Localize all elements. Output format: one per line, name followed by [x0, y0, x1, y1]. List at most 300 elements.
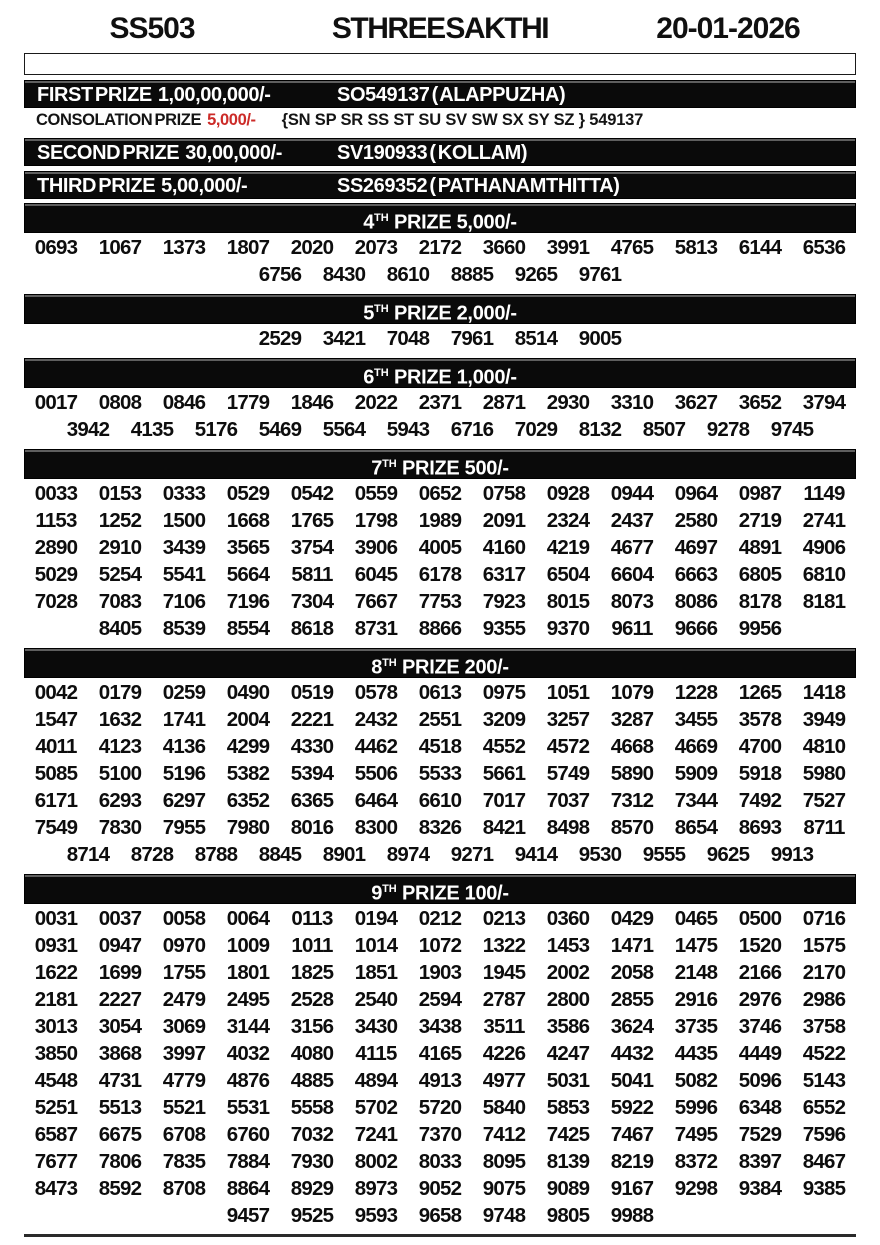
prize-number: 9593 [354, 1204, 398, 1227]
prize-number: 9355 [482, 617, 526, 640]
prize-number: 4765 [610, 236, 654, 259]
prize-amount: 1,00,00,000/- [157, 84, 271, 106]
prize-number: 7527 [802, 789, 846, 812]
prize-number: 7425 [546, 1123, 590, 1146]
prize-number: 5664 [226, 563, 270, 586]
bottom-rule [24, 1234, 856, 1237]
prize-number: 6045 [354, 563, 398, 586]
prize-number: 2495 [226, 988, 270, 1011]
prize-number: 6348 [738, 1096, 782, 1119]
prize-row-first-prize [24, 80, 856, 108]
prize-row-consolation-prize [24, 108, 856, 133]
prize-number: 0212 [418, 907, 462, 930]
prize-number: 2930 [546, 391, 590, 414]
prize-number: 1520 [738, 934, 782, 957]
prize-number: 4891 [738, 536, 782, 559]
prize-number: 9525 [290, 1204, 334, 1227]
prize-number: 9658 [418, 1204, 462, 1227]
prize-number: 0360 [546, 907, 590, 930]
section-header-5th-prize [24, 294, 856, 324]
prize-number: 8973 [354, 1177, 398, 1200]
prize-number: 6716 [450, 418, 494, 441]
prize-number: 1418 [802, 681, 846, 704]
prize-number: 2004 [226, 708, 270, 731]
prize-number: 0529 [226, 482, 270, 505]
prize-number: 5082 [674, 1069, 718, 1092]
prize-label: CONSOLATION PRIZE [36, 111, 202, 129]
prize-number: 1807 [226, 236, 270, 259]
prize-number: 5096 [738, 1069, 782, 1092]
prize-number: 3421 [322, 327, 366, 350]
prize-number: 5558 [290, 1096, 334, 1119]
prize-number: 9988 [610, 1204, 654, 1227]
prize-number: 5564 [322, 418, 366, 441]
prize-number: 2910 [98, 536, 142, 559]
prize-number: 2580 [674, 509, 718, 532]
prize-number: 1945 [482, 961, 526, 984]
prize-number: 6171 [34, 789, 78, 812]
prize-number: 3455 [674, 708, 718, 731]
draw-code: SS503 [109, 12, 195, 45]
prize-number: 5513 [98, 1096, 142, 1119]
prize-numbers-grid-5th [24, 324, 856, 354]
prize-number: 5813 [674, 236, 718, 259]
prize-number: 7677 [34, 1150, 78, 1173]
prize-number: 4226 [482, 1042, 526, 1065]
prize-number: 2221 [290, 708, 334, 731]
prize-number: 4219 [546, 536, 590, 559]
prize-number: 8570 [610, 816, 654, 839]
prize-number: 0519 [290, 681, 334, 704]
prize-number: 6552 [802, 1096, 846, 1119]
top-prizes-list [24, 80, 856, 199]
prize-number: 6464 [354, 789, 398, 812]
prize-number: 2091 [482, 509, 526, 532]
prize-number: 8219 [610, 1150, 654, 1173]
prize-number: 2916 [674, 988, 718, 1011]
prize-number: 8139 [546, 1150, 590, 1173]
prize-number: 8073 [610, 590, 654, 613]
prize-number: 1547 [34, 708, 78, 731]
prize-label: THIRD PRIZE [37, 175, 156, 197]
section-title-rest: PRIZE 100/- [396, 882, 509, 905]
prize-number: 8033 [418, 1150, 462, 1173]
prize-number: 2324 [546, 509, 590, 532]
prize-number: 0542 [290, 482, 334, 505]
prize-numbers-grid-7th [24, 479, 856, 644]
prize-number: 1801 [226, 961, 270, 984]
prize-winning-number: SV190933 ( KOLLAM) [337, 142, 528, 164]
prize-number: 8864 [226, 1177, 270, 1200]
section-ordinal-suffix: TH [382, 657, 397, 669]
prize-number: 2022 [354, 391, 398, 414]
prize-number: 8866 [418, 617, 462, 640]
prize-number: 1051 [546, 681, 590, 704]
prize-number: 0113 [291, 907, 333, 930]
prize-number: 2181 [34, 988, 78, 1011]
prize-number: 9298 [674, 1177, 718, 1200]
prize-number: 4668 [610, 735, 654, 758]
prize-number: 3746 [738, 1015, 782, 1038]
prize-number: 8929 [290, 1177, 334, 1200]
prize-number: 7923 [482, 590, 526, 613]
prize-numbers-grid-9th [24, 904, 856, 1231]
prize-number: 9075 [482, 1177, 526, 1200]
prize-number: 7083 [98, 590, 142, 613]
prize-number: 5382 [226, 762, 270, 785]
section-title-rest: PRIZE 5,000/- [388, 211, 517, 234]
prize-numbers-grid-8th [24, 678, 856, 870]
prize-number: 9265 [514, 263, 558, 286]
prize-number: 5749 [546, 762, 590, 785]
prize-number: 9956 [738, 617, 782, 640]
prize-number: 2166 [738, 961, 782, 984]
prize-number: 7930 [290, 1150, 334, 1173]
prize-number: 9611 [611, 617, 653, 640]
prize-amount: 5,00,000/- [161, 175, 248, 197]
prize-number: 3156 [290, 1015, 334, 1038]
prize-number: 8554 [226, 617, 270, 640]
prize-number: 3991 [546, 236, 590, 259]
prize-number: 9805 [546, 1204, 590, 1227]
prize-number: 8132 [578, 418, 622, 441]
prize-number: 4449 [738, 1042, 782, 1065]
prize-number: 9761 [578, 263, 622, 286]
prize-number: 5100 [98, 762, 142, 785]
prize-number: 8654 [674, 816, 718, 839]
prize-number: 8430 [322, 263, 366, 286]
prize-number: 2529 [258, 327, 302, 350]
prize-number: 4299 [226, 735, 270, 758]
prize-number: 3660 [482, 236, 526, 259]
prize-number: 1825 [290, 961, 334, 984]
prize-winning-number: {SN SP SR SS ST SU SV SW SX SY SZ } 549137 [281, 111, 644, 129]
prize-number: 0194 [354, 907, 398, 930]
prize-number: 1765 [290, 509, 334, 532]
prize-number: 4522 [802, 1042, 846, 1065]
prize-number: 8974 [386, 843, 430, 866]
prize-number: 2855 [610, 988, 654, 1011]
prize-number: 1668 [226, 509, 270, 532]
prize-number: 3069 [162, 1015, 206, 1038]
prize-number: 2148 [674, 961, 718, 984]
prize-number: 8086 [674, 590, 718, 613]
prize-number: 1471 [610, 934, 654, 957]
prize-number: 6708 [162, 1123, 206, 1146]
prize-number: 3850 [34, 1042, 78, 1065]
prize-number: 1014 [354, 934, 398, 957]
prize-number: 2002 [546, 961, 590, 984]
prize-number: 2976 [738, 988, 782, 1011]
prize-number: 1153 [35, 509, 77, 532]
prize-number: 5943 [386, 418, 430, 441]
prize-number: 8901 [322, 843, 366, 866]
prize-number: 2528 [290, 988, 334, 1011]
section-header-6th-prize [24, 358, 856, 388]
prize-number: 6805 [738, 563, 782, 586]
section-header-4th-prize [24, 203, 856, 233]
prize-number: 0808 [98, 391, 142, 414]
prize-number: 8015 [546, 590, 590, 613]
prize-number: 3430 [354, 1015, 398, 1038]
prize-label: SECOND PRIZE [37, 142, 180, 164]
prize-number: 6604 [610, 563, 654, 586]
prize-number: 2800 [546, 988, 590, 1011]
prize-number: 6144 [738, 236, 782, 259]
prize-number: 1798 [354, 509, 398, 532]
prize-number: 2787 [482, 988, 526, 1011]
prize-number: 8731 [354, 617, 398, 640]
prize-number: 0931 [34, 934, 78, 957]
prize-number: 9555 [642, 843, 686, 866]
prize-number: 5811 [291, 563, 333, 586]
prize-number: 0964 [674, 482, 718, 505]
prize-number: 7032 [290, 1123, 334, 1146]
prize-number: 0846 [162, 391, 206, 414]
prize-number: 4011 [35, 735, 77, 758]
prize-number: 0693 [34, 236, 78, 259]
prize-number: 9370 [546, 617, 590, 640]
prize-number: 3287 [610, 708, 654, 731]
prize-number: 1079 [610, 681, 654, 704]
prize-number: 9052 [418, 1177, 462, 1200]
section-title-rest: PRIZE 200/- [396, 656, 509, 679]
prize-number: 1373 [162, 236, 206, 259]
prize-number: 0947 [98, 934, 142, 957]
prize-number: 0064 [226, 907, 270, 930]
prize-number: 7029 [514, 418, 558, 441]
prize-number: 7312 [610, 789, 654, 812]
prize-number: 4518 [418, 735, 462, 758]
prize-number: 5521 [162, 1096, 206, 1119]
prize-number: 6536 [802, 236, 846, 259]
prize-number: 0490 [226, 681, 270, 704]
prize-number: 3794 [802, 391, 846, 414]
prize-number: 8845 [258, 843, 302, 866]
section-header-7th-prize [24, 449, 856, 479]
prize-number: 7529 [738, 1123, 782, 1146]
prize-number: 3949 [802, 708, 846, 731]
prize-number: 1903 [418, 961, 462, 984]
prize-number: 3942 [66, 418, 110, 441]
prize-number: 5840 [482, 1096, 526, 1119]
prize-number: 4136 [162, 735, 206, 758]
prize-number: 5918 [738, 762, 782, 785]
prize-number: 7370 [418, 1123, 462, 1146]
prize-number: 8711 [803, 816, 845, 839]
prize-number: 9384 [738, 1177, 782, 1200]
prize-number: 7884 [226, 1150, 270, 1173]
prize-number: 0033 [34, 482, 78, 505]
prize-number: 0259 [162, 681, 206, 704]
prize-number: 5029 [34, 563, 78, 586]
prize-number: 0042 [34, 681, 78, 704]
prize-number: 4330 [290, 735, 334, 758]
prize-number: 4080 [290, 1042, 334, 1065]
prize-number: 4913 [418, 1069, 462, 1092]
prize-number: 5980 [802, 762, 846, 785]
prize-number: 9530 [578, 843, 622, 866]
prize-number: 4462 [354, 735, 398, 758]
prize-number: 8514 [514, 327, 558, 350]
prize-number: 0928 [546, 482, 590, 505]
prize-number: 7955 [162, 816, 206, 839]
prize-number: 5143 [802, 1069, 846, 1092]
prize-number: 6317 [482, 563, 526, 586]
prize-number: 2551 [418, 708, 462, 731]
prize-number: 0153 [98, 482, 142, 505]
section-ordinal: 5 [363, 302, 375, 325]
prize-number: 5890 [610, 762, 654, 785]
prize-number: 3586 [546, 1015, 590, 1038]
prize-number: 5254 [98, 563, 142, 586]
prize-number: 0975 [482, 681, 526, 704]
prize-number: 0970 [162, 934, 206, 957]
prize-number: 5720 [418, 1096, 462, 1119]
prize-number: 4700 [738, 735, 782, 758]
prize-number: 0652 [418, 482, 462, 505]
section-ordinal-suffix: TH [374, 367, 389, 379]
prize-number: 5922 [610, 1096, 654, 1119]
prize-number: 5469 [258, 418, 302, 441]
prize-number: 7753 [418, 590, 462, 613]
prize-number: 0578 [354, 681, 398, 704]
prize-number: 3627 [674, 391, 718, 414]
prize-number: 3758 [802, 1015, 846, 1038]
prize-number: 0758 [482, 482, 526, 505]
prize-number: 9666 [674, 617, 718, 640]
section-header-9th-prize [24, 874, 856, 904]
prize-number: 3310 [610, 391, 654, 414]
prize-number: 8788 [194, 843, 238, 866]
prize-number: 8300 [354, 816, 398, 839]
prize-number: 6293 [98, 789, 142, 812]
prize-number: 9005 [578, 327, 622, 350]
section-ordinal: 9 [371, 882, 383, 905]
prize-number: 0465 [674, 907, 718, 930]
prize-number: 2227 [98, 988, 142, 1011]
prize-label: FIRST PRIZE [37, 84, 152, 106]
prize-number: 4115 [355, 1042, 397, 1065]
prize-sections-list [24, 203, 856, 1231]
prize-number: 2479 [162, 988, 206, 1011]
prize-number: 7980 [226, 816, 270, 839]
prize-number: 4432 [610, 1042, 654, 1065]
prize-number: 5394 [290, 762, 334, 785]
prize-number: 5996 [674, 1096, 718, 1119]
prize-number: 4697 [674, 536, 718, 559]
prize-number: 8473 [34, 1177, 78, 1200]
prize-number: 8539 [162, 617, 206, 640]
lottery-title: STHREE SAKTHI [331, 12, 549, 45]
prize-number: 4669 [674, 735, 718, 758]
prize-number: 6365 [290, 789, 334, 812]
prize-number: 7830 [98, 816, 142, 839]
prize-number: 8372 [674, 1150, 718, 1173]
section-header-8th-prize [24, 648, 856, 678]
prize-number: 1846 [290, 391, 334, 414]
prize-number: 2871 [482, 391, 526, 414]
prize-number: 2432 [354, 708, 398, 731]
prize-number: 4135 [130, 418, 174, 441]
prize-number: 8728 [130, 843, 174, 866]
prize-number: 8618 [290, 617, 334, 640]
prize-number: 2986 [802, 988, 846, 1011]
prize-number: 8016 [290, 816, 334, 839]
prize-number: 5541 [162, 563, 206, 586]
prize-number: 0429 [610, 907, 654, 930]
prize-number: 4123 [98, 735, 142, 758]
prize-number: 3652 [738, 391, 782, 414]
prize-number: 4548 [34, 1069, 78, 1092]
prize-number: 4032 [226, 1042, 270, 1065]
prize-number: 4572 [546, 735, 590, 758]
prize-number: 7304 [290, 590, 334, 613]
prize-number: 0987 [738, 482, 782, 505]
prize-number: 6810 [802, 563, 846, 586]
prize-number: 7492 [738, 789, 782, 812]
prize-number: 6675 [98, 1123, 142, 1146]
prize-number: 0559 [354, 482, 398, 505]
prize-number: 6297 [162, 789, 206, 812]
prize-number: 4906 [802, 536, 846, 559]
prize-number: 6178 [418, 563, 462, 586]
prize-number: 9913 [770, 843, 814, 866]
prize-number: 3565 [226, 536, 270, 559]
prize-number: 1741 [162, 708, 206, 731]
prize-number: 4160 [482, 536, 526, 559]
prize-number: 2371 [418, 391, 462, 414]
prize-number: 7549 [34, 816, 78, 839]
prize-number: 4977 [482, 1069, 526, 1092]
prize-number: 8421 [482, 816, 526, 839]
prize-number: 1149 [803, 482, 845, 505]
prize-number: 1011 [291, 934, 333, 957]
prize-number: 3257 [546, 708, 590, 731]
prize-number: 7667 [354, 590, 398, 613]
header-empty-box [24, 53, 856, 75]
prize-number: 7344 [674, 789, 718, 812]
section-ordinal: 8 [371, 656, 383, 679]
prize-number: 7028 [34, 590, 78, 613]
prize-number: 8405 [98, 617, 142, 640]
prize-number: 7241 [354, 1123, 398, 1146]
prize-number: 0213 [482, 907, 526, 930]
prize-number: 8498 [546, 816, 590, 839]
prize-number: 9167 [610, 1177, 654, 1200]
prize-number: 1622 [34, 961, 78, 984]
prize-row-third-prize [24, 171, 856, 199]
prize-number: 3013 [34, 1015, 78, 1038]
prize-number: 4165 [418, 1042, 462, 1065]
prize-number: 7037 [546, 789, 590, 812]
prize-number: 6352 [226, 789, 270, 812]
section-ordinal: 6 [363, 366, 375, 389]
prize-number: 1252 [98, 509, 142, 532]
prize-number: 5533 [418, 762, 462, 785]
prize-number: 8592 [98, 1177, 142, 1200]
page-header [24, 10, 856, 48]
prize-number: 2437 [610, 509, 654, 532]
prize-number: 2540 [354, 988, 398, 1011]
prize-number: 1009 [226, 934, 270, 957]
prize-number: 1475 [674, 934, 718, 957]
section-ordinal-suffix: TH [374, 303, 389, 315]
prize-number: 8002 [354, 1150, 398, 1173]
prize-number: 3438 [418, 1015, 462, 1038]
prize-number: 7961 [450, 327, 494, 350]
prize-number: 3735 [674, 1015, 718, 1038]
